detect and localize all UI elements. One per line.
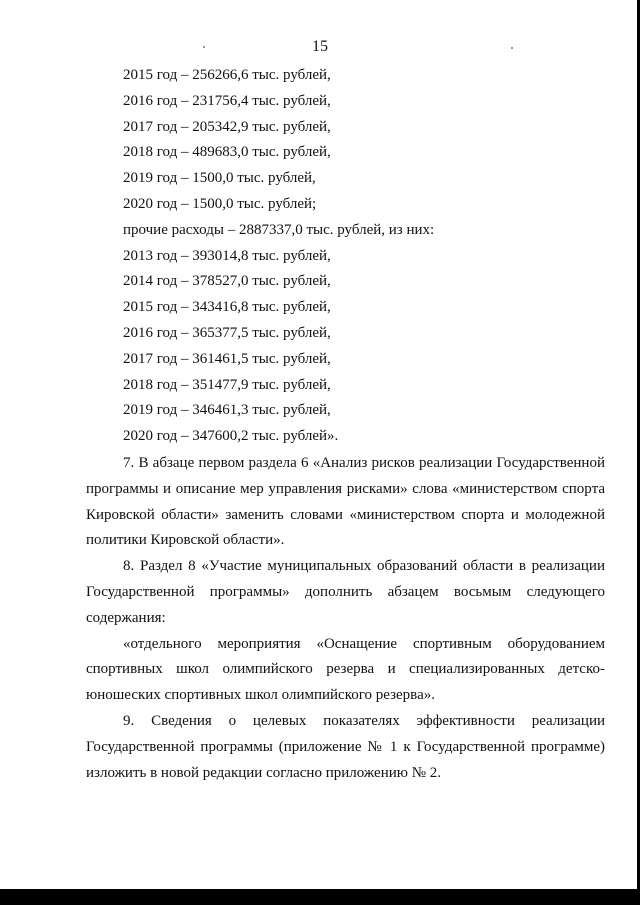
paragraph-8-quote: «отдельного мероприятия «Оснащение спортивным оборудованием спортивных школ олимпийского резерва и специализированных детско-юношеских спортивных школ олимпийского резерва». (86, 635, 605, 704)
budget-line: 2017 год – 205342,9 тыс. рублей, (123, 118, 331, 135)
budget-line: 2016 год – 365377,5 тыс. рублей, (123, 324, 331, 341)
budget-line: 2015 год – 256266,6 тыс. рублей, (123, 67, 331, 83)
budget-line: 2016 год – 231756,4 тыс. рублей, (123, 92, 331, 109)
page-number: 15 (312, 38, 328, 55)
amendment-paragraphs (86, 451, 605, 786)
budget-line: 2017 год – 361461,5 тыс. рублей, (123, 350, 331, 367)
budget-line-other-expenses: прочие расходы – 2887337,0 тыс. рублей, из них: (123, 221, 435, 238)
budget-line: 2020 год – 347600,2 тыс. рублей». (123, 428, 339, 445)
paragraph-7: 7. В абзаце первом раздела 6 «Анализ рисков реализации Государственной программы и описание мер управления рисками» слова «министерством спорта Кировской области» заменить словами «министерством спорта и молодежной политики Кировской области». (86, 455, 605, 549)
budget-line: 2019 год – 1500,0 тыс. рублей, (123, 170, 316, 187)
budget-line: 2020 год – 1500,0 тыс. рублей; (123, 195, 317, 212)
budget-line: 2014 год – 378527,0 тыс. рублей, (123, 273, 331, 290)
budget-line: 2019 год – 346461,3 тыс. рублей, (123, 402, 331, 419)
budget-line: 2018 год – 351477,9 тыс. рублей, (123, 376, 331, 393)
scan-speck (511, 47, 513, 49)
scan-bottom-edge (0, 889, 640, 905)
paragraph-9: 9. Сведения о целевых показателях эффективности реализации Государственной программы (приложение № 1 к Государственной программе) изложить в новой редакции согласно приложению № 2. (86, 712, 605, 781)
budget-lines-list (123, 63, 603, 450)
budget-line: 2013 год – 393014,8 тыс. рублей, (123, 247, 331, 264)
paragraph-8: 8. Раздел 8 «Участие муниципальных образований области в реализации Государственной программы» дополнить абзацем восьмым следующего содержания: (86, 558, 605, 626)
budget-line: 2018 год – 489683,0 тыс. рублей, (123, 144, 331, 161)
scan-speck (203, 46, 205, 48)
budget-line: 2015 год – 343416,8 тыс. рублей, (123, 299, 331, 316)
